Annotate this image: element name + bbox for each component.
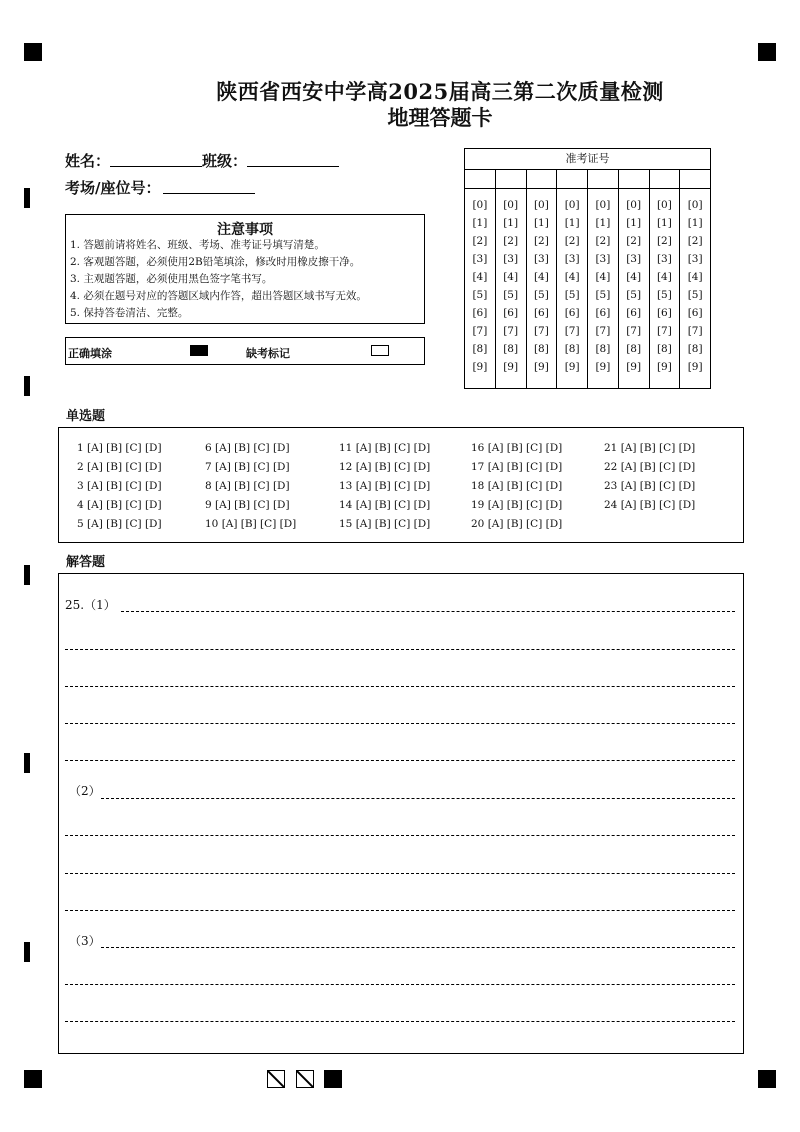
notice-list xyxy=(70,237,367,322)
digit-bubble[interactable]: [5] xyxy=(656,289,672,301)
answer-line[interactable] xyxy=(65,873,735,874)
digit-bubble[interactable]: [1] xyxy=(595,217,611,229)
choice-column[interactable]: 1 [A] [B] [C] [D] 2 [A] [B] [C] [D] 3 [A] [B] [C] [D] 4 [A] [B] [C] [D] 5 [A] [B] [C] [D] xyxy=(77,442,162,530)
digit-bubble[interactable]: [6] xyxy=(472,307,488,319)
digit-bubble[interactable]: [7] xyxy=(626,325,642,337)
digit-bubble[interactable]: [7] xyxy=(656,325,672,337)
digit-bubble[interactable]: [7] xyxy=(533,325,549,337)
digit-bubble[interactable]: [9] xyxy=(656,361,672,373)
digit-bubble[interactable]: [1] xyxy=(533,217,549,229)
answer-line[interactable] xyxy=(65,1021,735,1022)
admission-write-cell[interactable] xyxy=(619,170,649,189)
answer-line[interactable] xyxy=(65,910,735,911)
choice-column[interactable]: 11 [A] [B] [C] [D] 12 [A] [B] [C] [D] 13 [A] [B] [C] [D] 14 [A] [B] [C] [D] 15 [A] [B] [C] [D] xyxy=(339,442,431,530)
single-choice-box xyxy=(58,427,744,543)
admission-number-grid xyxy=(464,148,711,389)
admission-write-cell[interactable] xyxy=(588,170,618,189)
admission-digit-column xyxy=(650,170,681,388)
digit-bubble[interactable]: [8] xyxy=(595,343,611,355)
digit-bubble[interactable]: [3] xyxy=(626,253,642,265)
corner-mark-bottom-left xyxy=(24,1070,42,1088)
seat-field[interactable] xyxy=(163,179,255,194)
page-title: 陕西省西安中学高2025届高三第二次质量检测 xyxy=(216,79,664,104)
digit-bubble[interactable]: [1] xyxy=(472,217,488,229)
digit-bubble[interactable]: [6] xyxy=(656,307,672,319)
timing-tick xyxy=(24,942,30,962)
admission-digit-bubbles xyxy=(557,189,587,376)
digit-bubble[interactable]: [8] xyxy=(533,343,549,355)
admission-digit-bubbles xyxy=(465,189,495,376)
choice-column[interactable]: 6 [A] [B] [C] [D] 7 [A] [B] [C] [D] 8 [A] [B] [C] [D] 9 [A] [B] [C] [D] 10 [A] [B] [C] [D] xyxy=(205,442,297,530)
digit-bubble[interactable]: [4] xyxy=(472,271,488,283)
answer-line[interactable] xyxy=(121,611,735,612)
digit-bubble[interactable]: [9] xyxy=(503,361,519,373)
choice-column[interactable]: 16 [A] [B] [C] [D] 17 [A] [B] [C] [D] 18 [A] [B] [C] [D] 19 [A] [B] [C] [D] 20 [A] [B] [C] [D] xyxy=(471,442,563,530)
admission-columns xyxy=(465,170,710,388)
digit-bubble[interactable]: [2] xyxy=(472,235,488,247)
digit-bubble[interactable]: [9] xyxy=(472,361,488,373)
digit-bubble[interactable]: [9] xyxy=(595,361,611,373)
admission-title: 准考证号 xyxy=(465,149,710,170)
class-field[interactable] xyxy=(247,152,339,167)
notice-item: 2. 客观题答题，必须使用2B铅笔填涂，修改时用橡皮擦干净。 xyxy=(70,256,361,268)
notice-item: 1. 答题前请将姓名、班级、考场、准考证号填写清楚。 xyxy=(70,239,325,251)
answer-line[interactable] xyxy=(65,686,735,687)
digit-bubble[interactable]: [5] xyxy=(503,289,519,301)
admission-digit-bubbles xyxy=(588,189,618,376)
admission-write-cell[interactable] xyxy=(680,170,710,189)
digit-bubble[interactable]: [6] xyxy=(533,307,549,319)
digit-bubble[interactable]: [0] xyxy=(656,199,672,211)
name-label: 姓名： xyxy=(65,152,111,170)
digit-bubble[interactable]: [8] xyxy=(656,343,672,355)
answer-line[interactable] xyxy=(101,798,735,799)
digit-bubble[interactable]: [9] xyxy=(564,361,580,373)
digit-bubble[interactable]: [0] xyxy=(595,199,611,211)
answer-line[interactable] xyxy=(65,649,735,650)
page-subtitle: 地理答题卡 xyxy=(387,105,493,130)
answer-line[interactable] xyxy=(65,984,735,985)
question-25-1-label: 25.（1） xyxy=(65,598,116,612)
digit-bubble[interactable]: [6] xyxy=(687,307,703,319)
digit-bubble[interactable]: [5] xyxy=(687,289,703,301)
digit-bubble[interactable]: [2] xyxy=(503,235,519,247)
admission-digit-bubbles xyxy=(680,189,710,376)
digit-bubble[interactable]: [0] xyxy=(533,199,549,211)
admission-digit-bubbles xyxy=(527,189,557,376)
digit-bubble[interactable]: [0] xyxy=(564,199,580,211)
digit-bubble[interactable]: [3] xyxy=(472,253,488,265)
name-field[interactable] xyxy=(110,152,202,167)
answer-line[interactable] xyxy=(65,723,735,724)
answer-line[interactable] xyxy=(101,947,735,948)
digit-bubble[interactable]: [6] xyxy=(595,307,611,319)
timing-tick xyxy=(24,753,30,773)
correct-fill-sample xyxy=(190,345,208,356)
admission-write-cell[interactable] xyxy=(496,170,526,189)
digit-bubble[interactable]: [1] xyxy=(656,217,672,229)
digit-bubble[interactable]: [1] xyxy=(687,217,703,229)
answer-box[interactable] xyxy=(58,573,744,1054)
digit-bubble[interactable]: [5] xyxy=(595,289,611,301)
notice-item: 4. 必须在题号对应的答题区域内作答，超出答题区域书写无效。 xyxy=(70,290,367,302)
digit-bubble[interactable]: [2] xyxy=(626,235,642,247)
digit-bubble[interactable]: [3] xyxy=(595,253,611,265)
timing-tick xyxy=(24,565,30,585)
digit-bubble[interactable]: [8] xyxy=(564,343,580,355)
admission-digit-column xyxy=(619,170,650,388)
digit-bubble[interactable]: [4] xyxy=(656,271,672,283)
digit-bubble[interactable]: [5] xyxy=(533,289,549,301)
digit-bubble[interactable]: [9] xyxy=(626,361,642,373)
digit-bubble[interactable]: [2] xyxy=(533,235,549,247)
answer-section-label: 解答题 xyxy=(66,555,106,570)
digit-bubble[interactable]: [9] xyxy=(533,361,549,373)
digit-bubble[interactable]: [3] xyxy=(564,253,580,265)
class-label: 班级： xyxy=(202,152,248,170)
digit-bubble[interactable]: [2] xyxy=(595,235,611,247)
digit-bubble[interactable]: [0] xyxy=(687,199,703,211)
digit-bubble[interactable]: [4] xyxy=(533,271,549,283)
question-25-2-label: （2） xyxy=(69,784,101,798)
admission-write-cell[interactable] xyxy=(650,170,680,189)
digit-bubble[interactable]: [0] xyxy=(503,199,519,211)
digit-bubble[interactable]: [8] xyxy=(472,343,488,355)
digit-bubble[interactable]: [1] xyxy=(503,217,519,229)
digit-bubble[interactable]: [7] xyxy=(503,325,519,337)
notice-title: 注意事项 xyxy=(217,222,273,238)
admission-digit-column xyxy=(527,170,558,388)
digit-bubble[interactable]: [9] xyxy=(687,361,703,373)
digit-bubble[interactable]: [5] xyxy=(626,289,642,301)
admission-digit-bubbles xyxy=(650,189,680,376)
timing-tick xyxy=(24,188,30,208)
admission-write-cell[interactable] xyxy=(465,170,495,189)
corner-mark-top-left xyxy=(24,43,42,61)
notice-box xyxy=(65,214,425,324)
digit-bubble[interactable]: [7] xyxy=(564,325,580,337)
admission-digit-bubbles xyxy=(619,189,649,376)
admission-digit-column xyxy=(588,170,619,388)
digit-bubble[interactable]: [4] xyxy=(626,271,642,283)
single-choice-label: 单选题 xyxy=(66,409,106,424)
digit-bubble[interactable]: [3] xyxy=(533,253,549,265)
corner-mark-bottom-right xyxy=(758,1070,776,1088)
admission-write-cell[interactable] xyxy=(557,170,587,189)
digit-bubble[interactable]: [6] xyxy=(503,307,519,319)
digit-bubble[interactable]: [2] xyxy=(564,235,580,247)
digit-bubble[interactable]: [8] xyxy=(503,343,519,355)
page-marker-hatched xyxy=(296,1070,314,1088)
corner-mark-top-right xyxy=(758,43,776,61)
digit-bubble[interactable]: [7] xyxy=(687,325,703,337)
answer-line[interactable] xyxy=(65,835,735,836)
digit-bubble[interactable]: [4] xyxy=(687,271,703,283)
digit-bubble[interactable]: [0] xyxy=(472,199,488,211)
digit-bubble[interactable]: [4] xyxy=(503,271,519,283)
digit-bubble[interactable]: [4] xyxy=(564,271,580,283)
admission-digit-bubbles xyxy=(496,189,526,376)
digit-bubble[interactable]: [5] xyxy=(564,289,580,301)
digit-bubble[interactable]: [3] xyxy=(503,253,519,265)
digit-bubble[interactable]: [2] xyxy=(687,235,703,247)
digit-bubble[interactable]: [4] xyxy=(595,271,611,283)
fill-legend xyxy=(65,337,425,365)
choice-column[interactable]: 21 [A] [B] [C] [D] 22 [A] [B] [C] [D] 23 [A] [B] [C] [D] 24 [A] [B] [C] [D] xyxy=(604,442,696,511)
page-marker-solid xyxy=(324,1070,342,1088)
page-marker-hatched xyxy=(267,1070,285,1088)
admission-digit-column xyxy=(496,170,527,388)
absent-mark-checkbox[interactable] xyxy=(371,345,389,356)
digit-bubble[interactable]: [3] xyxy=(687,253,703,265)
digit-bubble[interactable]: [0] xyxy=(626,199,642,211)
absent-mark-label: 缺考标记 xyxy=(246,347,290,360)
admission-digit-column xyxy=(465,170,496,388)
digit-bubble[interactable]: [6] xyxy=(564,307,580,319)
digit-bubble[interactable]: [2] xyxy=(656,235,672,247)
digit-bubble[interactable]: [5] xyxy=(472,289,488,301)
question-25-3-label: （3） xyxy=(69,934,101,948)
timing-tick xyxy=(24,376,30,396)
seat-label: 考场/座位号： xyxy=(65,179,161,197)
digit-bubble[interactable]: [8] xyxy=(626,343,642,355)
admission-digit-column xyxy=(680,170,710,388)
correct-fill-label: 正确填涂 xyxy=(68,347,112,360)
digit-bubble[interactable]: [6] xyxy=(626,307,642,319)
notice-item: 5. 保持答卷清洁、完整。 xyxy=(70,307,189,319)
digit-bubble[interactable]: [3] xyxy=(656,253,672,265)
answer-line[interactable] xyxy=(65,760,735,761)
digit-bubble[interactable]: [7] xyxy=(595,325,611,337)
digit-bubble[interactable]: [1] xyxy=(564,217,580,229)
digit-bubble[interactable]: [7] xyxy=(472,325,488,337)
notice-item: 3. 主观题答题，必须使用黑色签字笔书写。 xyxy=(70,273,273,285)
digit-bubble[interactable]: [8] xyxy=(687,343,703,355)
admission-write-cell[interactable] xyxy=(527,170,557,189)
admission-digit-column xyxy=(557,170,588,388)
digit-bubble[interactable]: [1] xyxy=(626,217,642,229)
